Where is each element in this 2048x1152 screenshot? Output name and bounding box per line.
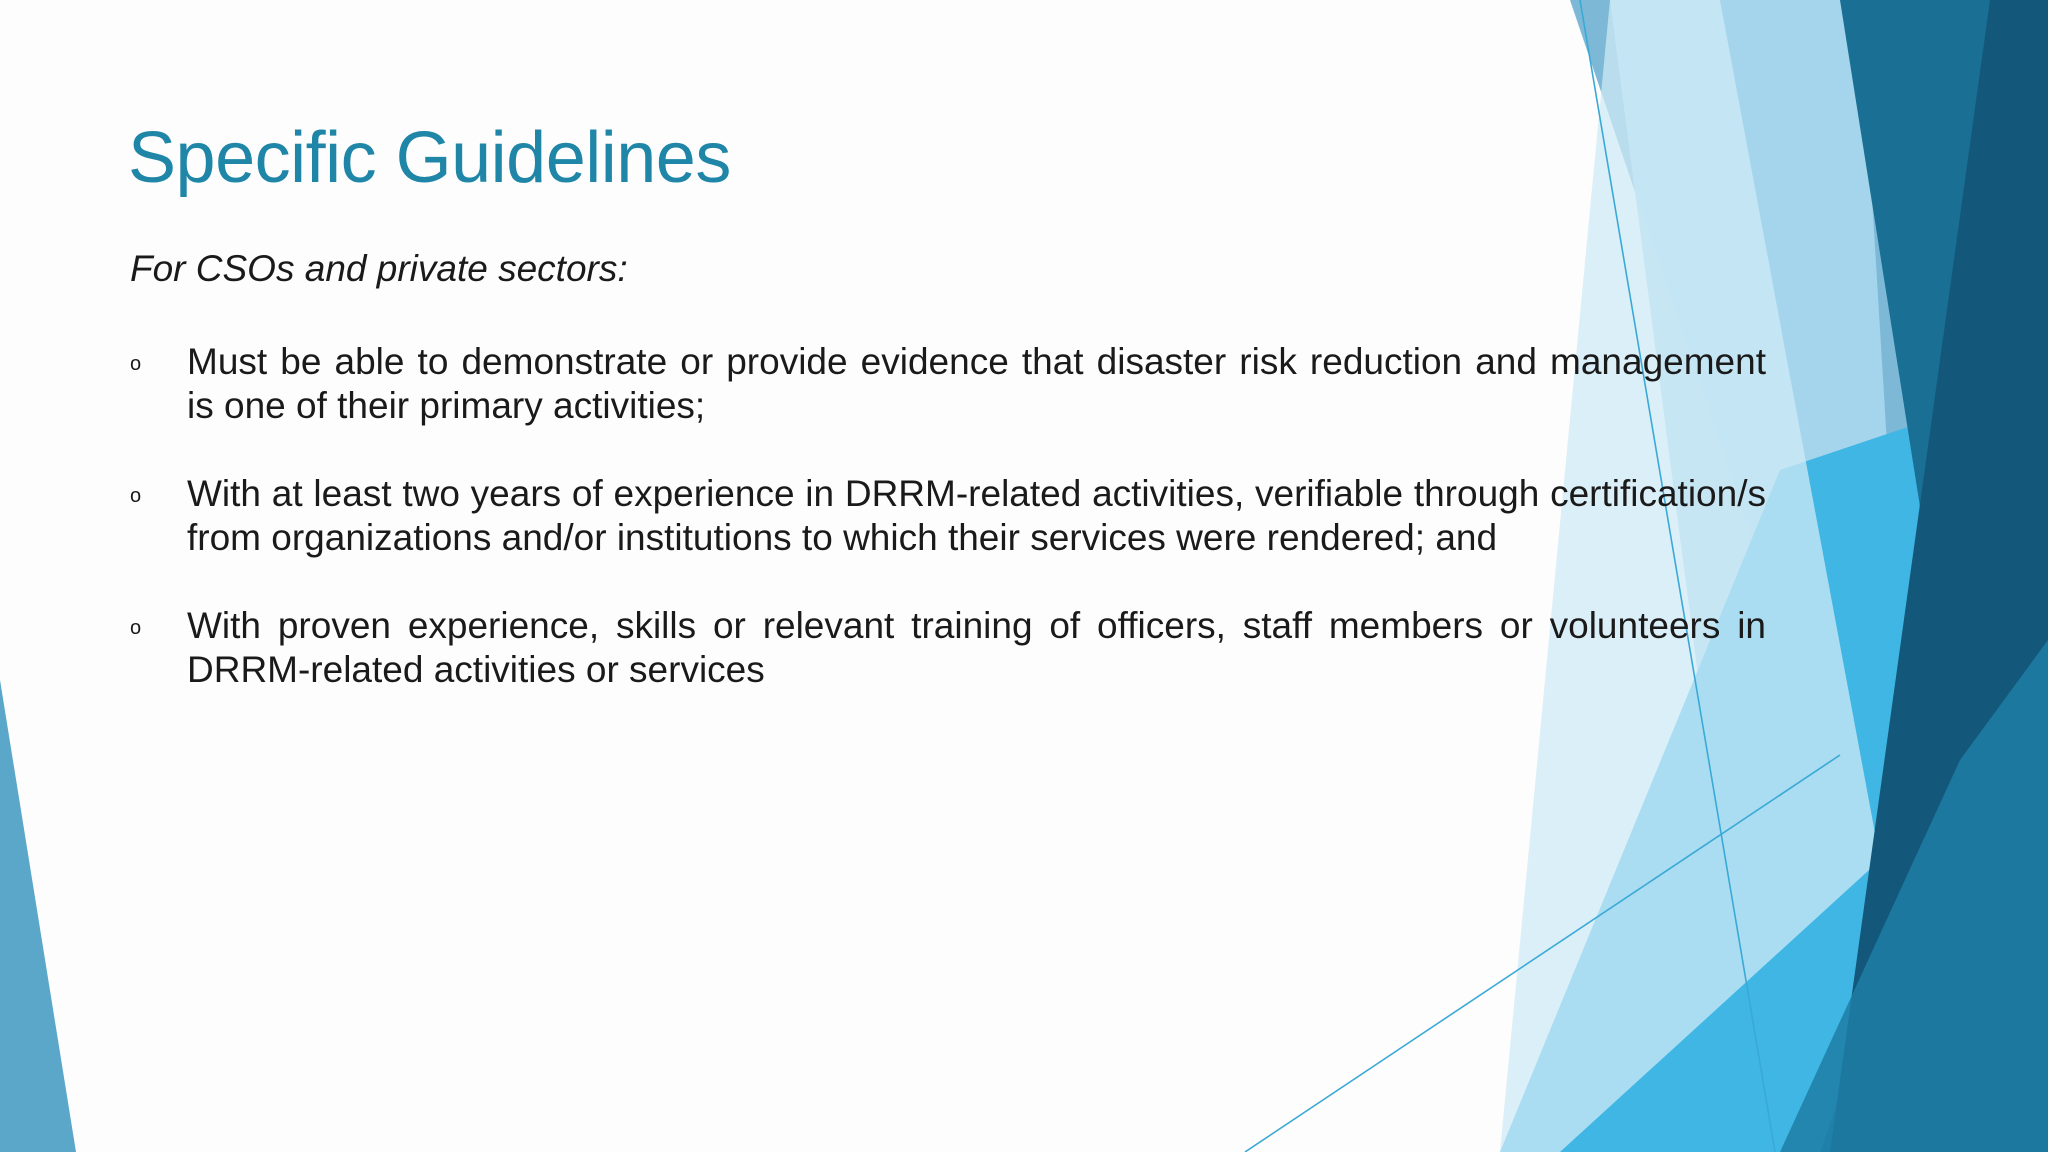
bullet-marker-icon: o: [130, 353, 142, 375]
bullet-marker-icon: o: [130, 617, 142, 639]
slide-subtitle: For CSOs and private sectors:: [130, 248, 628, 289]
list-item-text: With proven experience, skills or relevant training of officers, staff members or volunteers in DRRM-related activities or services: [187, 605, 1766, 690]
list-item: [130, 472, 1766, 560]
slide-title: Specific Guidelines: [128, 118, 731, 198]
list-item: [130, 604, 1766, 692]
list-item-text: With at least two years of experience in DRRM-related activities, verifiable through certification/s from organizations and/or institutions to which their services were rendered; and: [187, 473, 1766, 558]
guidelines-list: [130, 340, 1766, 736]
list-item-text: Must be able to demonstrate or provide evidence that disaster risk reduction and management is one of their primary activities;: [187, 341, 1766, 426]
left-edge-shape: [0, 680, 76, 1152]
list-item: [130, 340, 1766, 428]
bullet-marker-icon: o: [130, 485, 142, 507]
